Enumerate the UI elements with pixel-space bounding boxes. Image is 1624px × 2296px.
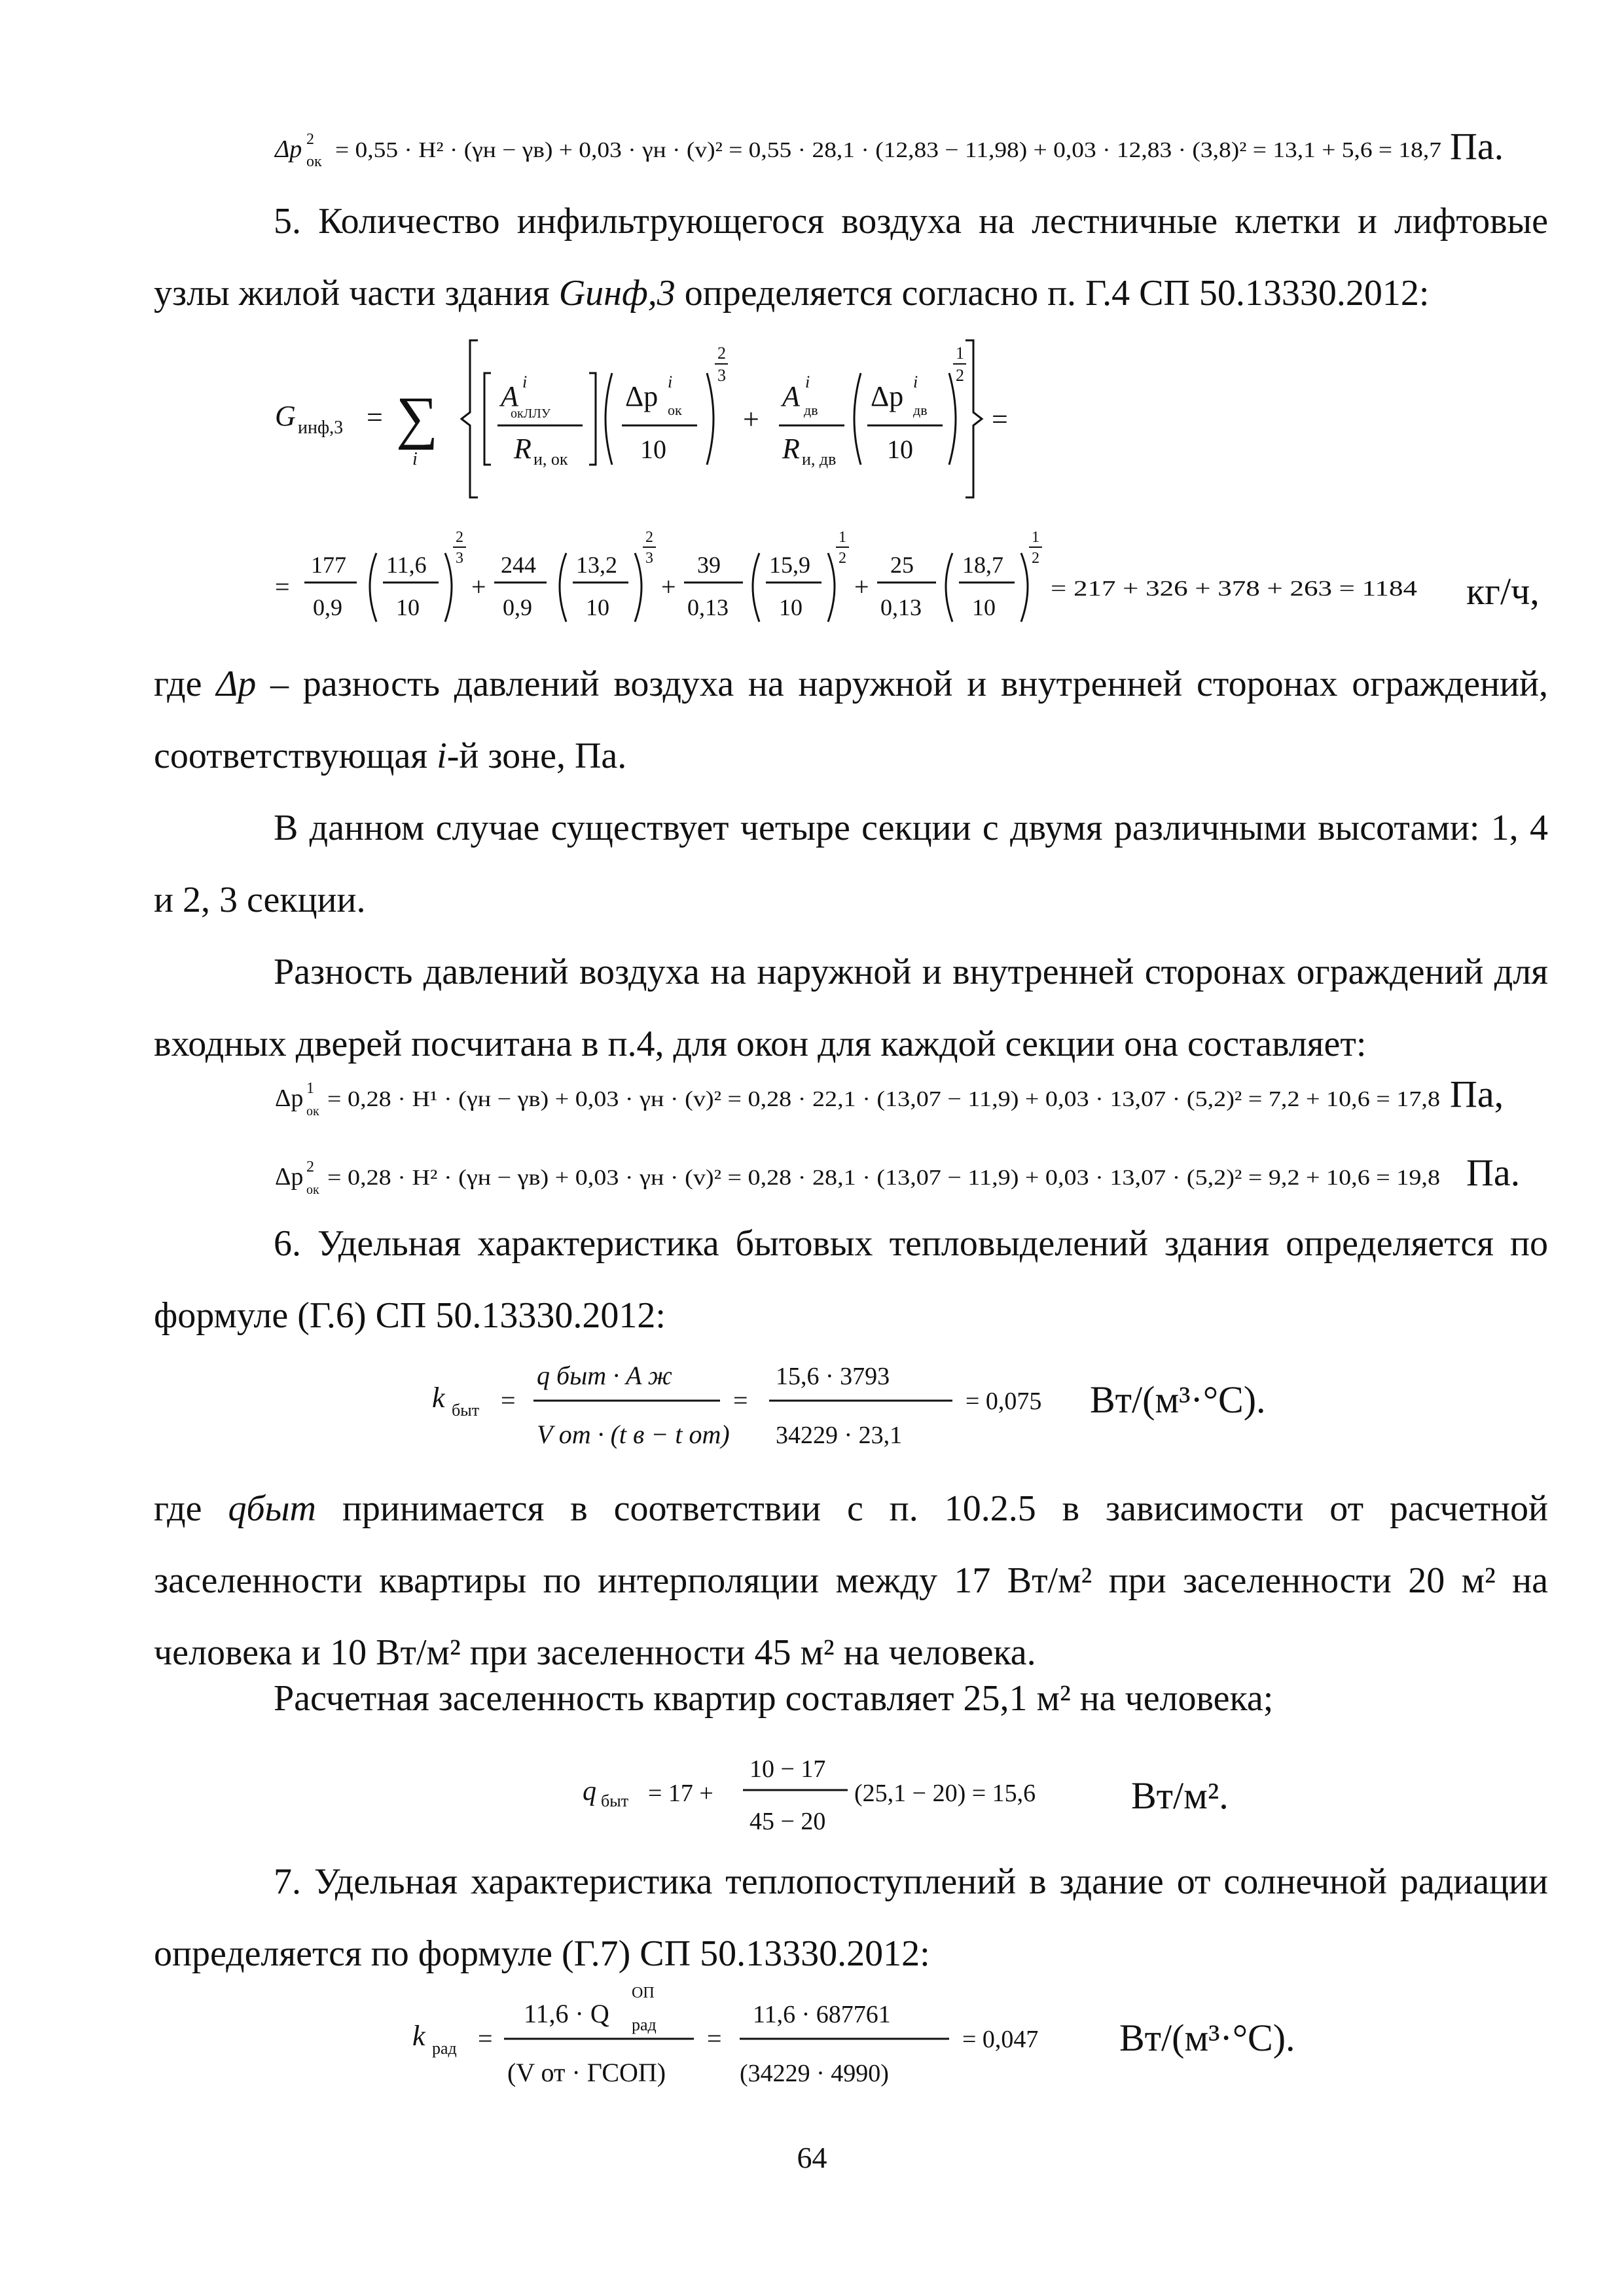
where1-i: i: [437, 736, 447, 776]
term1-exp-d: 3: [456, 550, 463, 567]
term3-exp-d: 2: [839, 550, 846, 567]
k-rad-lhs: k: [412, 2020, 425, 2052]
plus-1: +: [743, 403, 759, 435]
q-byt-post: (25,1 − 20) = 15,6: [854, 1780, 1036, 1807]
term1-inner-num: 11,6: [386, 552, 427, 578]
term2-inner-num: 13,2: [576, 552, 617, 578]
formula-k-byt: [425, 1345, 1146, 1476]
ten-1: 10: [640, 435, 666, 464]
a-okllu: A: [501, 380, 518, 412]
eq-top-lhs-sup: 2: [306, 131, 314, 148]
g-lhs-sub: инф,3: [298, 418, 344, 438]
p5-text: 5. Количество инфильтрующегося воздуха на лестничные клетки и лифтовые узлы жилой части здания: [154, 201, 1548, 314]
k-byt-num2: 15,6 · 3793: [776, 1363, 890, 1390]
term4-inner-num: 18,7: [962, 552, 1003, 578]
dp-dv: Δp: [871, 380, 904, 412]
k-rad-den2: (34229 · 4990): [740, 2060, 889, 2087]
a-okllu-sub: окЛЛУ: [511, 406, 551, 421]
term2-num: 244: [501, 552, 536, 578]
term4-den: 0,13: [880, 594, 922, 620]
page-number: 64: [797, 2141, 827, 2174]
plus-t3: +: [854, 572, 869, 601]
r-ok: R: [514, 433, 532, 465]
where1-a: где: [154, 664, 202, 704]
formula-g-inf3: [262, 334, 1375, 504]
g-values-unit: кг/ч,: [1466, 570, 1540, 613]
exp-12-d: 2: [956, 366, 964, 385]
plus-t2: +: [661, 572, 676, 601]
exp-23-d: 3: [717, 366, 726, 385]
k-rad-num-sup: ОП: [632, 1984, 655, 2001]
where-q-var: qбыт: [228, 1488, 316, 1529]
eq-top-lhs: Δp: [275, 135, 302, 163]
p5-tail: определяется согласно п. Г.4 СП 50.13330.2012:: [684, 273, 1430, 314]
k-byt-lhs-sub: быт: [452, 1401, 480, 1420]
brace-right: [965, 340, 982, 497]
dp-dv-sub: дв: [913, 402, 928, 418]
dp-ok-sub: ок: [668, 402, 682, 418]
r-ok-sub: и, ок: [533, 450, 568, 469]
term1-den: 0,9: [313, 594, 342, 620]
dp-ok: Δp: [625, 380, 659, 412]
k-rad-unit: Вт/(м³·°С).: [1119, 2017, 1295, 2059]
dp-dv-sup: i: [913, 372, 918, 391]
equation-dp2-ok: [262, 1145, 1545, 1204]
term4-exp-n: 1: [1032, 529, 1039, 546]
k-byt-den: V от · (t в − t от): [537, 1420, 730, 1449]
term3-num: 39: [697, 552, 721, 578]
g-eq-2: =: [992, 403, 1008, 435]
g-values-result: = 217 + 326 + 378 + 263 = 1184: [1051, 577, 1417, 601]
term3-inner-den: 10: [779, 594, 803, 620]
k-byt-lhs: k: [432, 1382, 445, 1414]
eq-dp1-expr: = 0,28 · H¹ · (γн − γв) + 0,03 · γн · (v)² = 0,28 · 22,1 · (13,07 − 11,9) + 0,03 · 13,07 · (5,2)² = 7,2 + 10,6 = 17,8: [327, 1087, 1440, 1111]
term2-den: 0,9: [503, 594, 532, 620]
formula-k-rad: [406, 1983, 1126, 2114]
term1-exp-n: 2: [456, 529, 463, 546]
paragraph-density: Расчетная заселенность квартир составляет 25,1 м² на человека;: [274, 1678, 1274, 1719]
a-okllu-sup: i: [522, 372, 528, 391]
q-byt-pre: = 17 +: [648, 1780, 713, 1807]
term1-num: 177: [311, 552, 346, 578]
brace-left: [461, 340, 478, 497]
eq-top-lhs-sub: ок: [306, 153, 322, 170]
equation-dp2-ok-top: [262, 118, 1545, 177]
a-dv-sup: i: [805, 372, 810, 391]
eq-dp1-lhs-sub: ок: [306, 1104, 319, 1119]
eq-dp2-lhs-sup: 2: [306, 1158, 314, 1175]
term3-inner-num: 15,9: [769, 552, 810, 578]
where1-b: – разность давлений воздуха на наружной и внутренней сторонах ограждений, соответствующая: [154, 664, 1548, 776]
exp-12-n: 1: [956, 344, 964, 363]
a-dv-sub: дв: [804, 402, 818, 418]
r-dv-sub: и, дв: [802, 450, 837, 469]
eq-dp2-expr: = 0,28 · H² · (γн − γв) + 0,03 · γн · (v)² = 0,28 · 28,1 · (13,07 − 11,9) + 0,03 · 13,07 · (5,2)² = 9,2 + 10,6 = 19,8: [327, 1166, 1440, 1190]
where1-var: Δp: [216, 664, 257, 704]
svg-text:=: =: [478, 2024, 493, 2053]
paragraph-where-q: [154, 1473, 1548, 1689]
paragraph-5: [154, 185, 1548, 329]
q-byt-den: 45 − 20: [749, 1808, 826, 1835]
eq-top-unit: Па.: [1450, 125, 1504, 168]
paragraph-sections: В данном случае существует четыре секции с двумя различными высотами: 1, 4 и 2, 3 секции.: [154, 808, 1548, 920]
a-dv: A: [782, 380, 800, 412]
q-byt-lhs: q: [583, 1776, 596, 1806]
k-byt-unit: Вт/(м³·°С).: [1090, 1378, 1266, 1421]
term3-exp-n: 1: [839, 529, 846, 546]
formula-g-values: [262, 524, 1545, 641]
k-rad-result: = 0,047: [962, 2026, 1039, 2053]
k-byt-den2: 34229 · 23,1: [776, 1422, 903, 1449]
eq-dp2-unit: Па.: [1466, 1151, 1521, 1194]
k-byt-result: = 0,075: [965, 1388, 1042, 1415]
r-dv: R: [782, 433, 800, 465]
q-byt-num: 10 − 17: [749, 1755, 826, 1783]
eq-dp1-lhs: Δp: [275, 1085, 304, 1112]
p5-var: Gинф,3: [558, 273, 676, 314]
g-values-eq: =: [275, 572, 290, 601]
k-rad-num2: 11,6 · 687761: [753, 2001, 891, 2028]
term2-inner-den: 10: [586, 594, 609, 620]
term4-exp-d: 2: [1032, 550, 1039, 567]
where-q-a: где: [154, 1488, 202, 1529]
k-rad-num: 11,6 · Q: [524, 1999, 609, 2028]
eq-top-expr: = 0,55 · H² · (γн − γв) + 0,03 · γн · (v)² = 0,55 · 28,1 · (12,83 − 11,98) + 0,03 · 12,83 · (3,8)² = 13,1 + 5,6 = 18,7: [335, 138, 1441, 162]
paragraph-6: 6. Удельная характеристика бытовых тепловыделений здания определяется по формуле (Г.6) СП 50.13330.2012:: [154, 1223, 1548, 1336]
term3-den: 0,13: [687, 594, 729, 620]
eq-dp1-unit: Па,: [1450, 1073, 1504, 1115]
equation-dp1-ok: [262, 1067, 1545, 1126]
svg-text:=: =: [707, 2024, 722, 2053]
k-byt-num: q быт · A ж: [537, 1361, 673, 1390]
eq-dp2-lhs-sub: ок: [306, 1183, 319, 1197]
plus-t1: +: [471, 572, 486, 601]
g-eq-1: =: [367, 401, 383, 433]
term2-exp-n: 2: [645, 529, 653, 546]
k-rad-den: (V от · ГСОП): [507, 2058, 666, 2087]
sum-sign: ∑: [396, 386, 439, 450]
dp-ok-sup: i: [668, 372, 673, 391]
where1-c: -й зоне, Па.: [446, 736, 627, 776]
g-lhs: G: [275, 400, 296, 432]
q-byt-lhs-sub: быт: [601, 1791, 629, 1810]
ten-2: 10: [887, 435, 913, 464]
term4-inner-den: 10: [972, 594, 996, 620]
k-rad-num-sub: рад: [632, 2015, 657, 2034]
eq-dp2-lhs: Δp: [275, 1163, 304, 1191]
svg-text:=: =: [733, 1386, 748, 1415]
paragraph-pressure-diff: Разность давлений воздуха на наружной и внутренней сторонах ограждений для входных дверей посчитана в п.4, для окон для каждой секции она составляет:: [154, 952, 1548, 1064]
paragraph-where-dp: [154, 648, 1548, 792]
sum-index: i: [412, 449, 418, 469]
k-rad-lhs-sub: рад: [432, 2039, 457, 2058]
term2-exp-d: 3: [645, 550, 653, 567]
svg-text:=: =: [501, 1386, 516, 1415]
exp-23-n: 2: [717, 344, 726, 363]
term4-num: 25: [890, 552, 914, 578]
where-q-b: принимается в соответствии с п. 10.2.5 в зависимости от расчетной заселенности квартиры по интерполяции между 17 Вт/м² при заселенности 20 м² на человека и 10 Вт/м² при заселенности 45 м² на человека.: [154, 1488, 1548, 1673]
paragraph-7: 7. Удельная характеристика теплопоступлений в здание от солнечной радиации определяется по формуле (Г.7) СП 50.13330.2012:: [154, 1861, 1548, 1974]
term1-inner-den: 10: [396, 594, 420, 620]
eq-dp1-lhs-sup: 1: [306, 1080, 314, 1097]
q-byt-unit: Вт/м².: [1131, 1774, 1229, 1817]
